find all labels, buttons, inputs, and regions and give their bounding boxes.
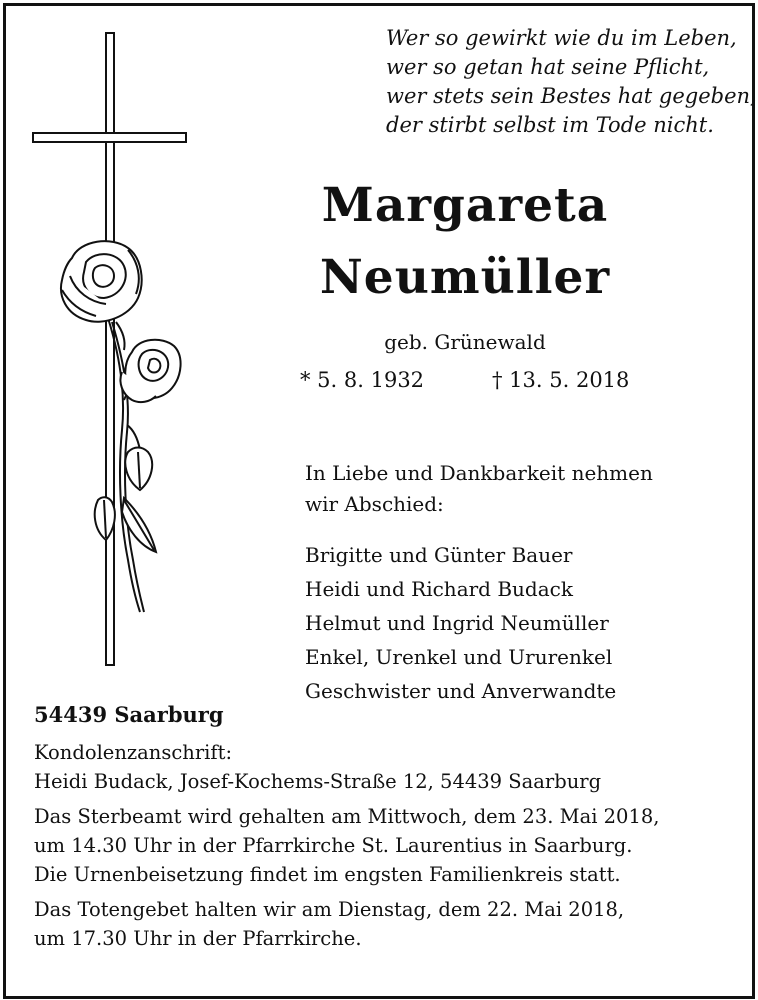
poem-line: wer so getan hat seine Pflicht, <box>386 55 710 79</box>
mourner-entry: Geschwister und Anverwandte <box>305 679 617 703</box>
intro-line: In Liebe und Dankbarkeit nehmen <box>305 461 653 485</box>
notice-details <box>34 738 724 953</box>
condolence-address: Heidi Budack, Josef-Kochems-Straße 12, 54439 Saarburg <box>34 770 602 793</box>
deceased-first-name: Margareta <box>321 178 609 233</box>
mourner-entry: Enkel, Urenkel und Ururenkel <box>305 645 613 669</box>
death-date: † 13. 5. 2018 <box>492 368 630 392</box>
poem-line: wer stets sein Bestes hat gegeben, <box>386 84 757 108</box>
farewell-intro <box>305 458 653 520</box>
mourner-entry: Heidi und Richard Budack <box>305 577 573 601</box>
condolence-label: Kondolenzanschrift: <box>34 741 233 764</box>
service-line: Die Urnenbeisetzung findet im engsten Familienkreis statt. <box>34 863 621 886</box>
memorial-poem <box>386 24 757 140</box>
prayer-line: um 17.30 Uhr in der Pfarrkirche. <box>34 927 362 950</box>
mourners-list <box>305 538 616 708</box>
mourner-entry: Helmut und Ingrid Neumüller <box>305 611 609 635</box>
city-heading: 54439 Saarburg <box>34 702 224 727</box>
mourner-entry: Brigitte und Günter Bauer <box>305 543 573 567</box>
prayer-line: Das Totengebet halten wir am Dienstag, dem 22. Mai 2018, <box>34 898 625 921</box>
service-line: um 14.30 Uhr in der Pfarrkirche St. Laurentius in Saarburg. <box>34 834 633 857</box>
birth-date: * 5. 8. 1932 <box>300 368 425 392</box>
deceased-last-name: Neumüller <box>319 250 611 305</box>
intro-line: wir Abschied: <box>305 492 444 516</box>
birth-name: geb. Grünewald <box>384 330 546 354</box>
poem-line: der stirbt selbst im Tode nicht. <box>386 113 714 137</box>
poem-line: Wer so gewirkt wie du im Leben, <box>386 26 737 50</box>
service-line: Das Sterbeamt wird gehalten am Mittwoch, dem 23. Mai 2018, <box>34 805 660 828</box>
